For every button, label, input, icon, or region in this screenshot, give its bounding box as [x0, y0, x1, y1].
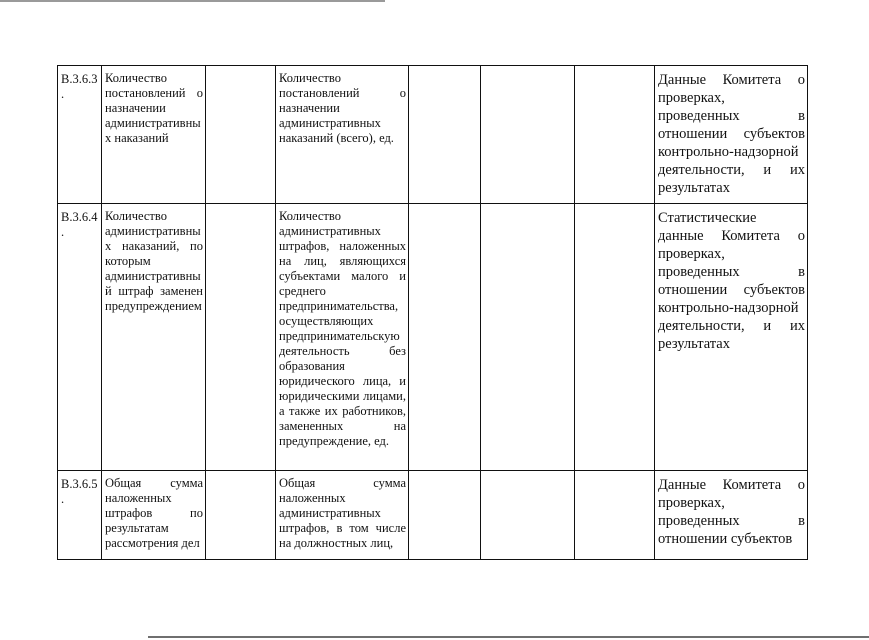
- indicator-name: Количество административны х наказаний, по которым административны й штраф заменен предупреждением: [102, 204, 206, 471]
- indicator-code: В.3.6.4 .: [58, 204, 102, 471]
- indicator-source: Данные Комитета о проверках, проведенных в отношении субъектов: [655, 471, 808, 560]
- indicator-definition: Количество постановлений о назначении административных наказаний (всего), ед.: [276, 66, 409, 204]
- empty-cell: [481, 471, 575, 560]
- table-row: [58, 471, 808, 560]
- indicator-name: Количество постановлений о назначении административны х наказаний: [102, 66, 206, 204]
- empty-cell: [481, 66, 575, 204]
- indicator-name: Общая сумма наложенных штрафов по результатам рассмотрения дел: [102, 471, 206, 560]
- indicator-definition: Общая сумма наложенных административных штрафов, в том числе на должностных лиц,: [276, 471, 409, 560]
- table-row: [58, 66, 808, 204]
- empty-cell: [206, 204, 276, 471]
- empty-cell: [409, 471, 481, 560]
- scan-edge-top: [0, 0, 385, 2]
- empty-cell: [206, 471, 276, 560]
- empty-cell: [481, 204, 575, 471]
- indicators-table: [57, 65, 808, 560]
- empty-cell: [575, 471, 655, 560]
- indicator-code: В.3.6.3 .: [58, 66, 102, 204]
- scan-edge-bottom: [148, 636, 869, 638]
- indicator-source: Данные Комитета о проверках, проведенных в отношении субъектов контрольно-надзорной деятельности, и их результатах: [655, 66, 808, 204]
- empty-cell: [409, 204, 481, 471]
- empty-cell: [575, 66, 655, 204]
- indicator-definition: Количество административных штрафов, наложенных на лиц, являющихся субъектами малого и среднего предпринимательства, осуществляющих предпринимательскую деятельность без образования юридического лица, и юридическими лицами, а также их работников, замененных на предупреждение, ед.: [276, 204, 409, 471]
- empty-cell: [575, 204, 655, 471]
- empty-cell: [206, 66, 276, 204]
- indicator-source: Статистические данные Комитета о проверках, проведенных в отношении субъектов контрольно-надзорной деятельности, и их результатах: [655, 204, 808, 471]
- empty-cell: [409, 66, 481, 204]
- indicator-code: В.3.6.5 .: [58, 471, 102, 560]
- table-row: [58, 204, 808, 471]
